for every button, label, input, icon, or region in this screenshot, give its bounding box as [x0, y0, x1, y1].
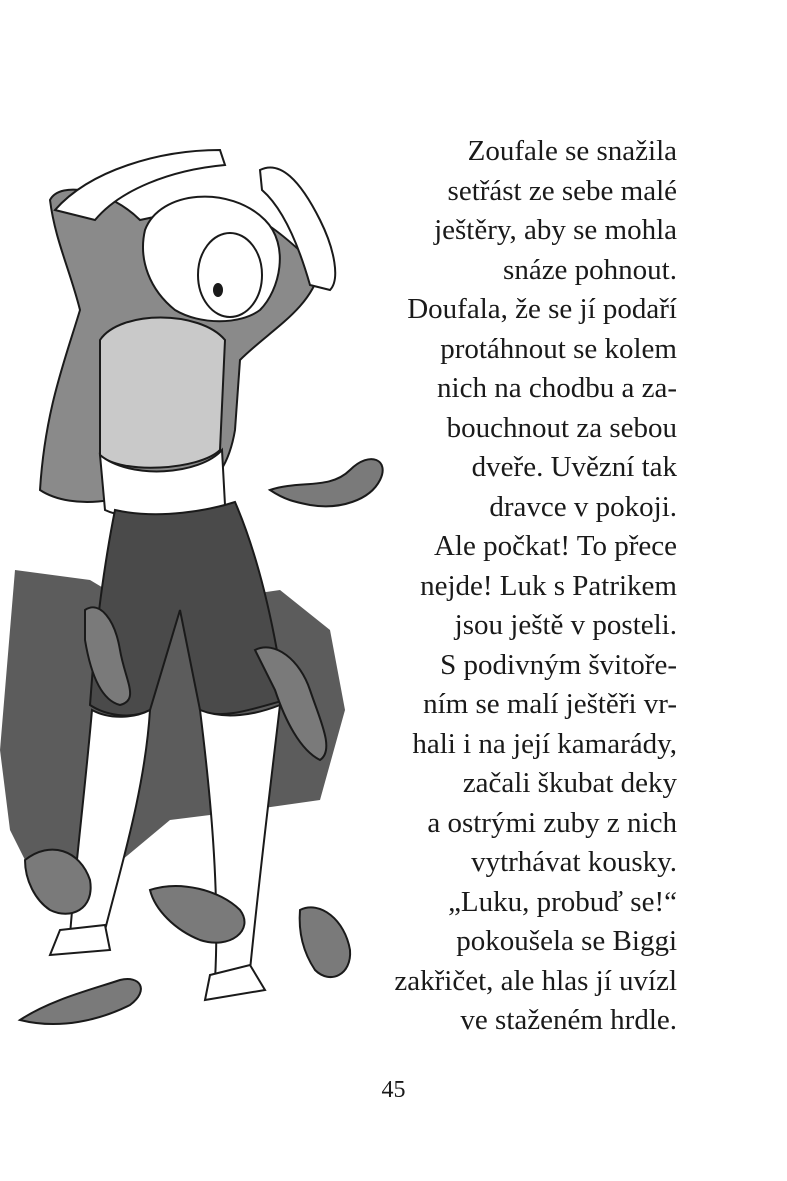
- text-line: hali i na její kamarády,: [412, 727, 677, 760]
- text-line: ve staženém hrdle.: [460, 1004, 677, 1036]
- text-line: ještěry, aby se mohla: [434, 214, 677, 246]
- right-foot: [205, 965, 265, 1000]
- text-line: snáze pohnout.: [503, 253, 677, 286]
- text-line: protáhnout se kolem: [440, 332, 677, 365]
- face: [198, 233, 262, 317]
- text-line: jsou ještě v posteli.: [454, 609, 677, 641]
- text-line: S podivným švitoře-: [440, 648, 677, 681]
- text-line: ním se malí ještěři vr-: [423, 688, 677, 720]
- text-line: pokoušela se Biggi: [456, 925, 677, 957]
- text-line: dveře. Uvězní tak: [471, 451, 677, 483]
- story-text: [337, 132, 677, 1041]
- text-line: setřást ze sebe malé: [447, 174, 677, 207]
- text-line: nich na chodbu a za-: [437, 372, 677, 404]
- text-line: Ale počkat! To přece: [433, 530, 677, 562]
- text-line: „Luku, probuď se!“: [448, 885, 677, 918]
- left-foot: [50, 925, 110, 955]
- page-number: 45: [381, 1077, 406, 1103]
- text-line: dravce v pokoji.: [489, 490, 677, 523]
- text-line: a ostrými zuby z nich: [427, 806, 677, 839]
- text-line: zakřičet, ale hlas jí uvízl: [394, 964, 677, 997]
- tank-top: [100, 318, 225, 468]
- text-line: nejde! Luk s Patrikem: [420, 569, 677, 602]
- text-line: Zoufale se snažila: [467, 135, 677, 167]
- text-line: bouchnout za sebou: [446, 411, 677, 444]
- text-line: Doufala, že se jí podaří: [407, 293, 677, 325]
- text-line: začali škubat deky: [462, 767, 677, 799]
- text-line: vytrhávat kousky.: [471, 846, 677, 878]
